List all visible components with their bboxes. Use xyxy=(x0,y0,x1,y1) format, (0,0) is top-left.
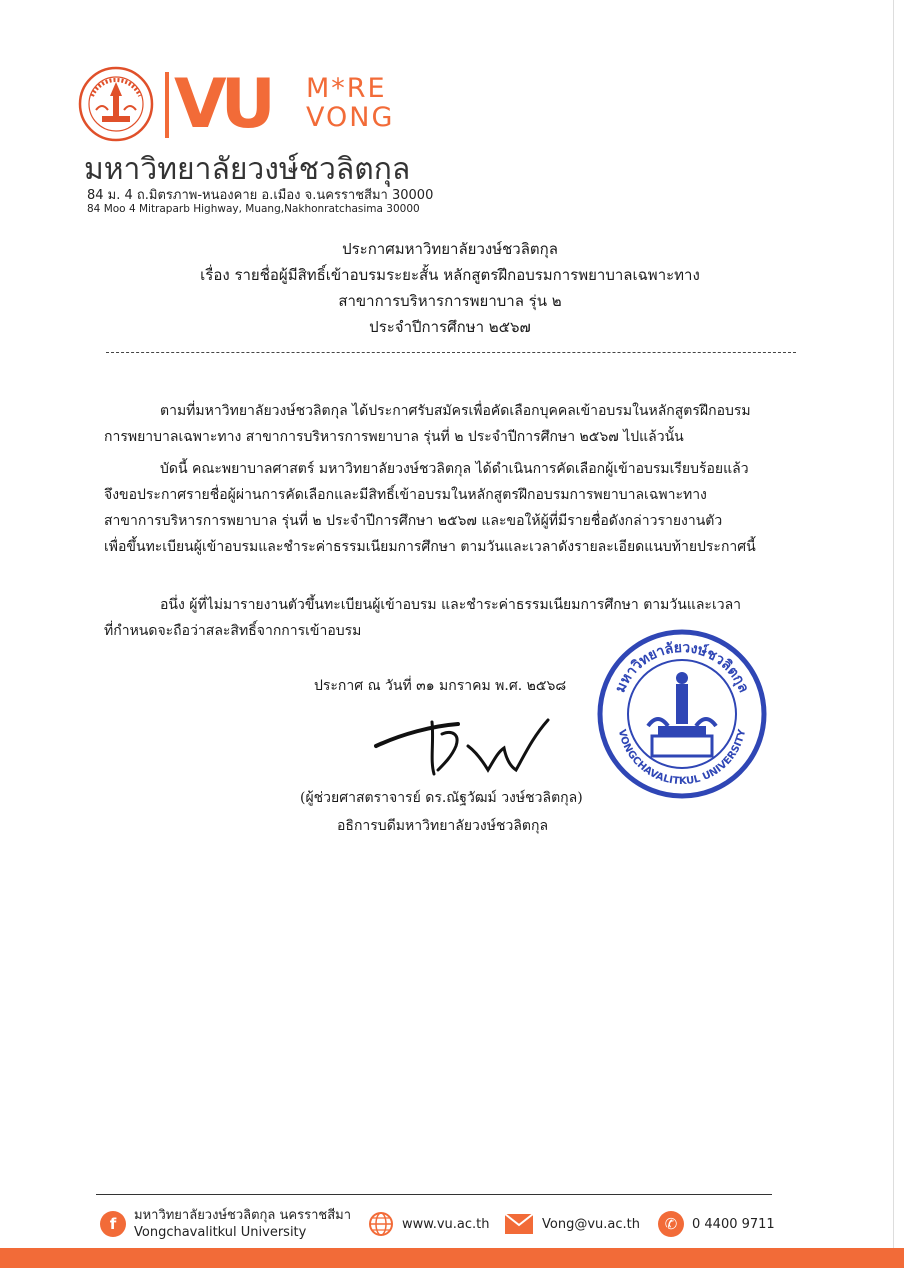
email-link[interactable]: Vong@vu.ac.th xyxy=(542,1216,640,1232)
phone-number[interactable]: 0 4400 9711 xyxy=(692,1216,775,1232)
stamp-text-thai: มหาวิทยาลัยวงษ์ชวลิตกุล xyxy=(612,639,752,695)
phone-icon: ✆ xyxy=(658,1211,684,1237)
logo-more-text: M*RE xyxy=(306,73,387,104)
email-contact[interactable] xyxy=(504,1204,640,1244)
logo-vong-text: VONG xyxy=(306,102,395,133)
website-link[interactable]: www.vu.ac.th xyxy=(402,1216,490,1232)
paragraph-2 xyxy=(104,456,804,560)
university-name: มหาวิทยาลัยวงษ์ชวลิตกุล xyxy=(84,152,411,187)
signer-title: อธิการบดีมหาวิทยาลัยวงษ์ชวลิตกุล xyxy=(337,818,549,834)
vu-logo: VU xyxy=(174,65,270,144)
footer-contacts xyxy=(96,1204,796,1244)
signer-name: (ผู้ช่วยศาสตราจารย์ ดร.ณัฐวัฒม์ วงษ์ชวลิตกุล) xyxy=(300,790,583,806)
facebook-contact[interactable] xyxy=(100,1204,351,1244)
paragraph-line: อนึ่ง ผู้ที่ไม่มารายงานตัวขึ้นทะเบียนผู้เข้าอบรม และชำระค่าธรรมเนียมการศึกษา ตามวันและเวลา xyxy=(160,597,742,613)
title-line: ประกาศมหาวิทยาลัยวงษ์ชวลิตกุล xyxy=(342,240,558,258)
title-line: ประจำปีการศึกษา ๒๕๖๗ xyxy=(369,318,531,336)
title-line: สาขาการบริหารการพยาบาล รุ่น ๒ xyxy=(338,292,562,310)
paragraph-1 xyxy=(104,398,804,450)
website-contact[interactable] xyxy=(368,1204,489,1244)
stamp-text-english: VONGCHAVALITKUL UNIVERSITY xyxy=(615,728,749,788)
paragraph-line: บัดนี้ คณะพยาบาลศาสตร์ มหาวิทยาลัยวงษ์ชวลิตกุล ได้ดำเนินการคัดเลือกผู้เข้าอบรมเรียบร้อยแล้ว xyxy=(160,461,749,477)
mail-icon xyxy=(504,1213,534,1235)
globe-icon xyxy=(368,1211,394,1237)
letterhead xyxy=(78,60,478,220)
paragraph-line: สาขาการบริหารการพยาบาล รุ่นที่ ๒ ประจำปีการศึกษา ๒๕๖๗ และขอให้ผู้ที่มีรายชื่อดังกล่าวรายงานตัว xyxy=(104,513,723,529)
paragraph-line: เพื่อขึ้นทะเบียนผู้เข้าอบรมและชำระค่าธรรมเนียมการศึกษา ตามวันและเวลาดังรายละเอียดแนบท้ายประกาศนี้ xyxy=(104,539,756,555)
announcement-date: ประกาศ ณ วันที่ ๓๑ มกราคม พ.ศ. ๒๕๖๘ xyxy=(314,678,567,694)
announcement-title xyxy=(100,236,800,340)
page-edge xyxy=(893,0,894,1248)
paragraph-line: ตามที่มหาวิทยาลัยวงษ์ชวลิตกุล ได้ประกาศรับสมัครเพื่อคัดเลือกบุคคลเข้าอบรมในหลักสูตรฝึกอบรม xyxy=(160,403,751,419)
address-thai: 84 ม. 4 ถ.มิตรภาพ-หนองคาย อ.เมือง จ.นครราชสีมา 30000 xyxy=(87,188,434,203)
logo-divider xyxy=(165,72,169,138)
subject-line: เรื่อง รายชื่อผู้มีสิทธิ์เข้าอบรมระยะสั้น หลักสูตรฝึกอบรมการพยาบาลเฉพาะทาง xyxy=(200,266,700,284)
footer-color-bar xyxy=(0,1248,904,1268)
paragraph-line: จึงขอประกาศรายชื่อผู้ผ่านการคัดเลือกและมีสิทธิ์เข้าอบรมในหลักสูตรฝึกอบรมการพยาบาลเฉพาะทาง xyxy=(104,487,707,503)
facebook-name-english: Vongchavalitkul University xyxy=(134,1225,307,1240)
paragraph-line: ที่กำหนดจะถือว่าสละสิทธิ์จากการเข้าอบรม xyxy=(104,623,362,639)
handwritten-signature xyxy=(372,712,552,782)
official-stamp-icon xyxy=(596,628,768,800)
phone-contact[interactable] xyxy=(658,1204,775,1244)
university-seal-icon xyxy=(78,66,154,142)
dashed-divider xyxy=(106,352,796,353)
address-english: 84 Moo 4 Mitraparb Highway, Muang,Nakhonratchasima 30000 xyxy=(87,203,420,215)
facebook-name-thai: มหาวิทยาลัยวงษ์ชวลิตกุล นครราชสีมา xyxy=(134,1208,352,1223)
paragraph-line: การพยาบาลเฉพาะทาง สาขาการบริหารการพยาบาล รุ่นที่ ๒ ประจำปีการศึกษา ๒๕๖๗ ไปแล้วนั้น xyxy=(104,429,684,445)
footer-divider xyxy=(96,1194,772,1195)
facebook-label xyxy=(134,1207,351,1241)
more-vong-logo xyxy=(306,74,394,132)
facebook-icon: f xyxy=(100,1211,126,1237)
